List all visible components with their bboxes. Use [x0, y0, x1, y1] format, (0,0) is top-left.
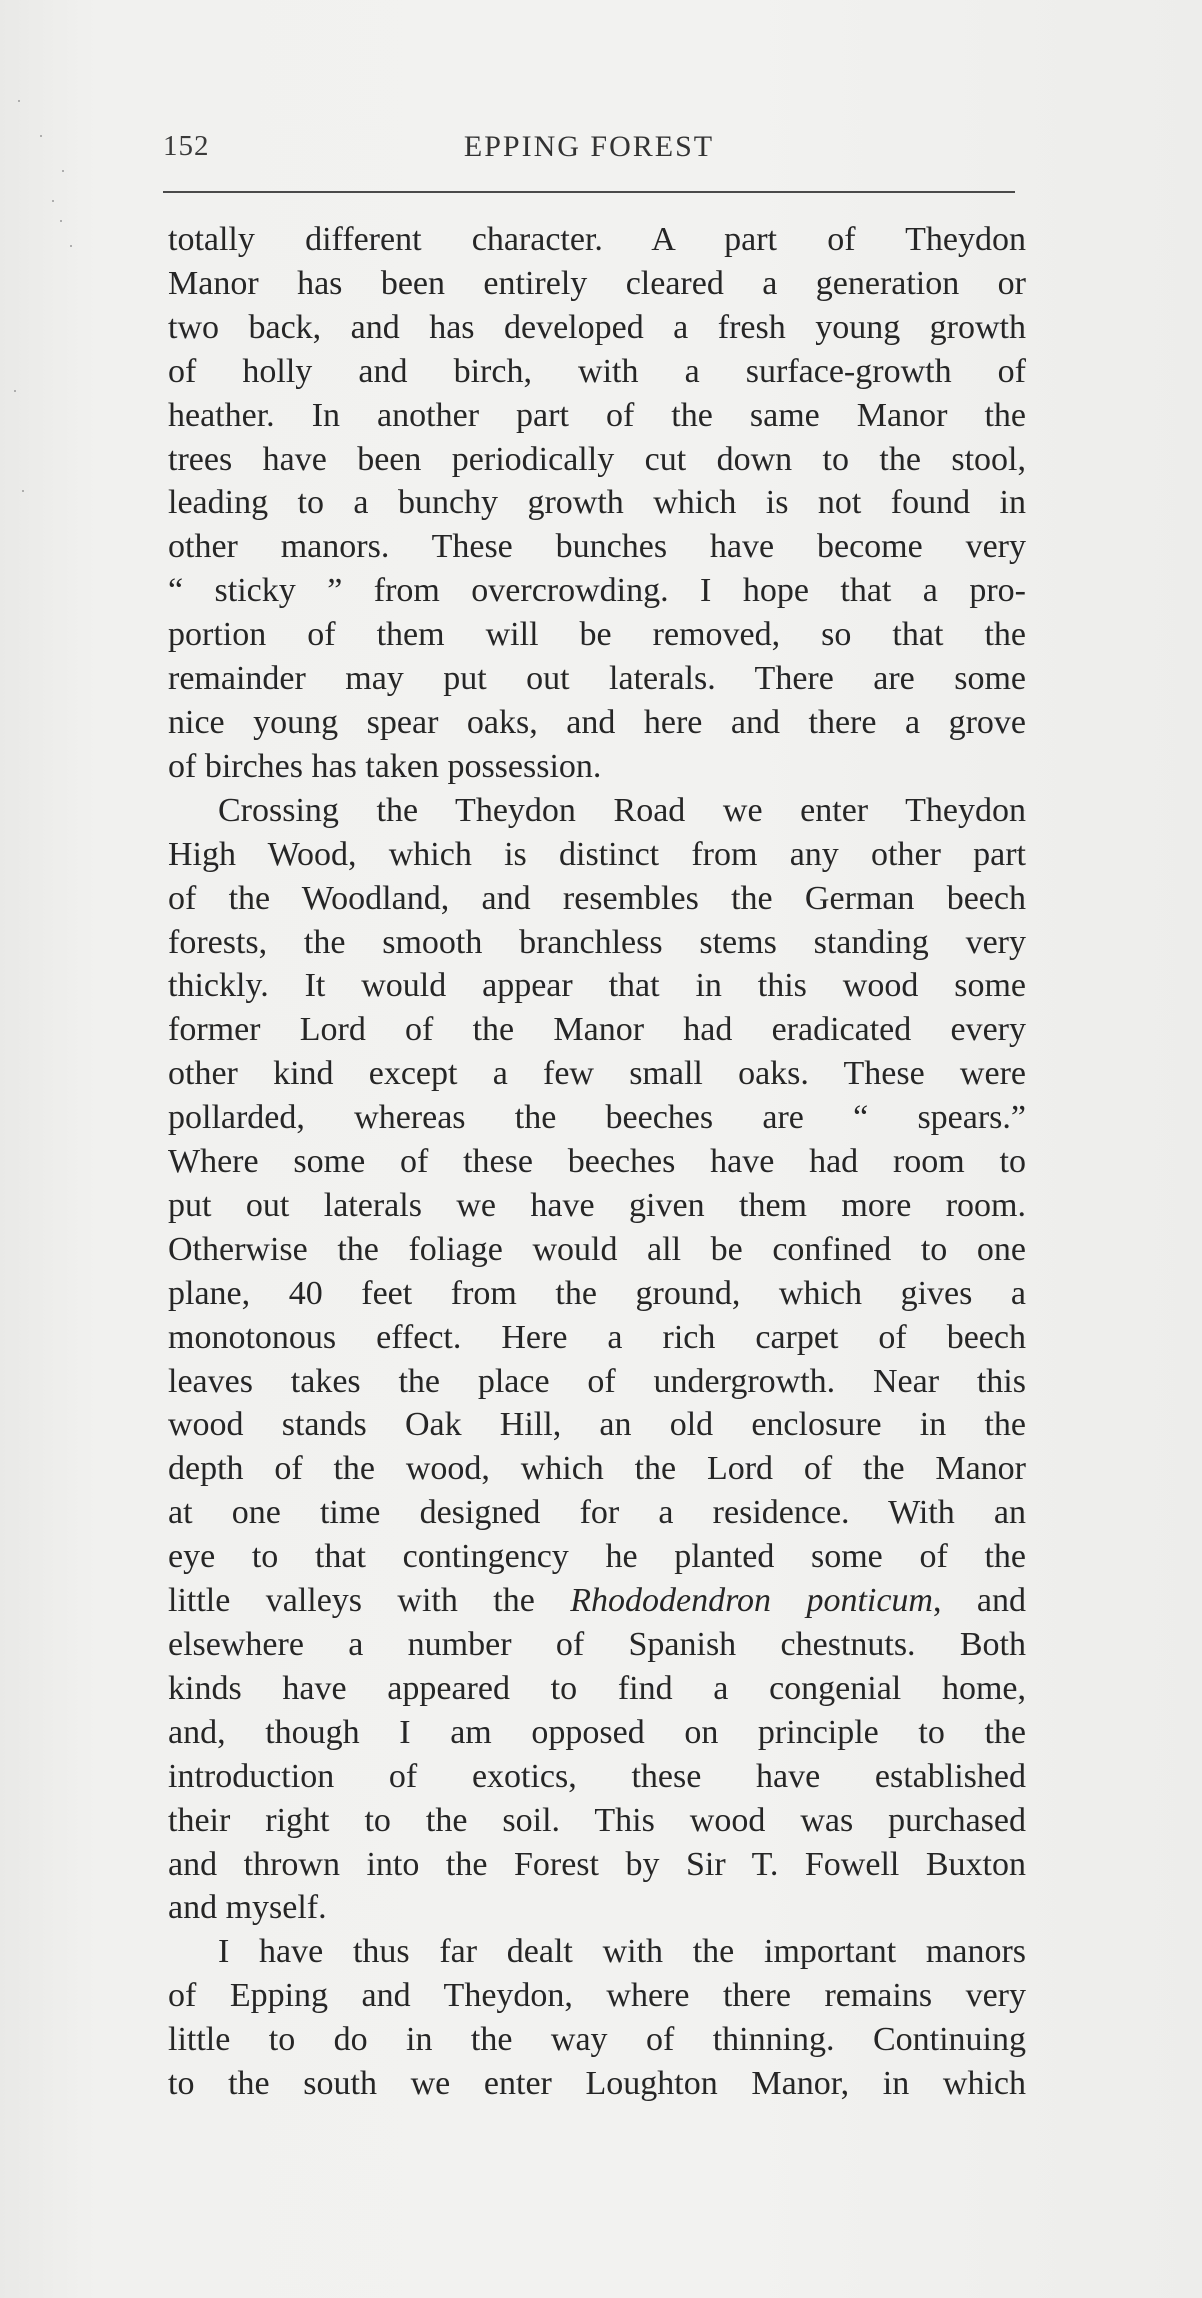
- text-line: and myself.: [168, 1889, 327, 1927]
- text-line: portion of them will be removed, so that the: [168, 616, 1026, 654]
- text-line: at one time designed for a residence. With an: [168, 1494, 1026, 1532]
- text-line: depth of the wood, which the Lord of the Manor: [168, 1450, 1026, 1488]
- speck: [14, 390, 16, 392]
- text-line: monotonous effect. Here a rich carpet of beech: [168, 1318, 1026, 1356]
- text-line: Crossing the Theydon Road we enter Theydon: [218, 791, 1026, 829]
- text-segment: little valleys with the: [168, 1582, 571, 1620]
- text-line: elsewhere a number of Spanish chestnuts. Both: [168, 1626, 1026, 1663]
- speck: [60, 220, 62, 222]
- speck: [52, 200, 54, 202]
- text-line: to the south we enter Loughton Manor, in which: [168, 2065, 1026, 2103]
- text-line: wood stands Oak Hill, an old enclosure in the: [168, 1406, 1026, 1444]
- text-segment: , and: [933, 1582, 1026, 1620]
- text-line: forests, the smooth branchless stems standing very: [168, 923, 1026, 961]
- text-line: two back, and has developed a fresh young growth: [168, 308, 1026, 346]
- text-line: former Lord of the Manor had eradicated every: [168, 1011, 1026, 1049]
- text-line: little to do in the way of thinning. Continuing: [168, 2021, 1026, 2059]
- text-line: and thrown into the Forest by Sir T. Fowell Buxton: [168, 1845, 1026, 1883]
- speck: [18, 100, 20, 102]
- paragraph-2: [168, 789, 1026, 1931]
- text-line: “ sticky ” from overcrowding. I hope that a pro-: [168, 572, 1026, 610]
- page-number: 152: [163, 130, 210, 162]
- text-line: trees have been periodically cut down to the stool,: [168, 440, 1026, 478]
- speck: [70, 245, 72, 247]
- text-line: totally different character. A part of Theydon: [168, 221, 1026, 258]
- paragraph-3: [168, 1930, 1026, 2106]
- paragraph-1: [168, 218, 1026, 789]
- running-title: EPPING FOREST: [463, 130, 715, 163]
- text-line: of Epping and Theydon, where there remains very: [168, 1977, 1026, 2015]
- text-line: pollarded, whereas the beeches are “ spears.”: [168, 1099, 1026, 1137]
- text-line: of holly and birch, with a surface-growth of: [168, 352, 1026, 390]
- text-line: their right to the soil. This wood was purchased: [168, 1801, 1026, 1839]
- margin-specks: [0, 60, 110, 660]
- text-line: of the Woodland, and resembles the German beech: [168, 879, 1026, 917]
- speck: [62, 170, 64, 172]
- species-name-italic: Rhododendron ponticum: [570, 1582, 933, 1620]
- text-line: eye to that contingency he planted some of the: [168, 1538, 1026, 1576]
- text-line: leaves takes the place of undergrowth. Near this: [168, 1362, 1026, 1400]
- text-line: Where some of these beeches have had room to: [168, 1143, 1026, 1181]
- text-line: thickly. It would appear that in this wood some: [168, 967, 1026, 1005]
- text-line: other kind except a few small oaks. These were: [168, 1055, 1026, 1093]
- text-line: and, though I am opposed on principle to the: [168, 1713, 1026, 1751]
- header-rule: [163, 191, 1015, 193]
- body-text: [168, 218, 1026, 2106]
- text-line-with-italic: [168, 1579, 1026, 1623]
- text-line: nice young spear oaks, and here and there a grove: [168, 703, 1026, 741]
- speck: [22, 490, 24, 492]
- running-header: [163, 130, 1015, 180]
- text-line: leading to a bunchy growth which is not found in: [168, 484, 1026, 522]
- text-line: put out laterals we have given them more room.: [168, 1186, 1026, 1224]
- text-line: kinds have appeared to find a congenial home,: [168, 1669, 1026, 1707]
- speck: [40, 135, 42, 137]
- text-line: Manor has been entirely cleared a generation or: [168, 264, 1026, 302]
- text-line: introduction of exotics, these have established: [168, 1757, 1026, 1795]
- text-line: High Wood, which is distinct from any other part: [168, 835, 1026, 873]
- text-line: of birches has taken possession.: [168, 747, 602, 785]
- text-line: other manors. These bunches have become very: [168, 528, 1026, 566]
- text-line: heather. In another part of the same Manor the: [168, 396, 1026, 434]
- text-line: I have thus far dealt with the important manors: [218, 1933, 1026, 1971]
- text-line: Otherwise the foliage would all be confined to one: [168, 1230, 1026, 1268]
- text-line: remainder may put out laterals. There are some: [168, 660, 1026, 698]
- text-line: plane, 40 feet from the ground, which gives a: [168, 1274, 1026, 1312]
